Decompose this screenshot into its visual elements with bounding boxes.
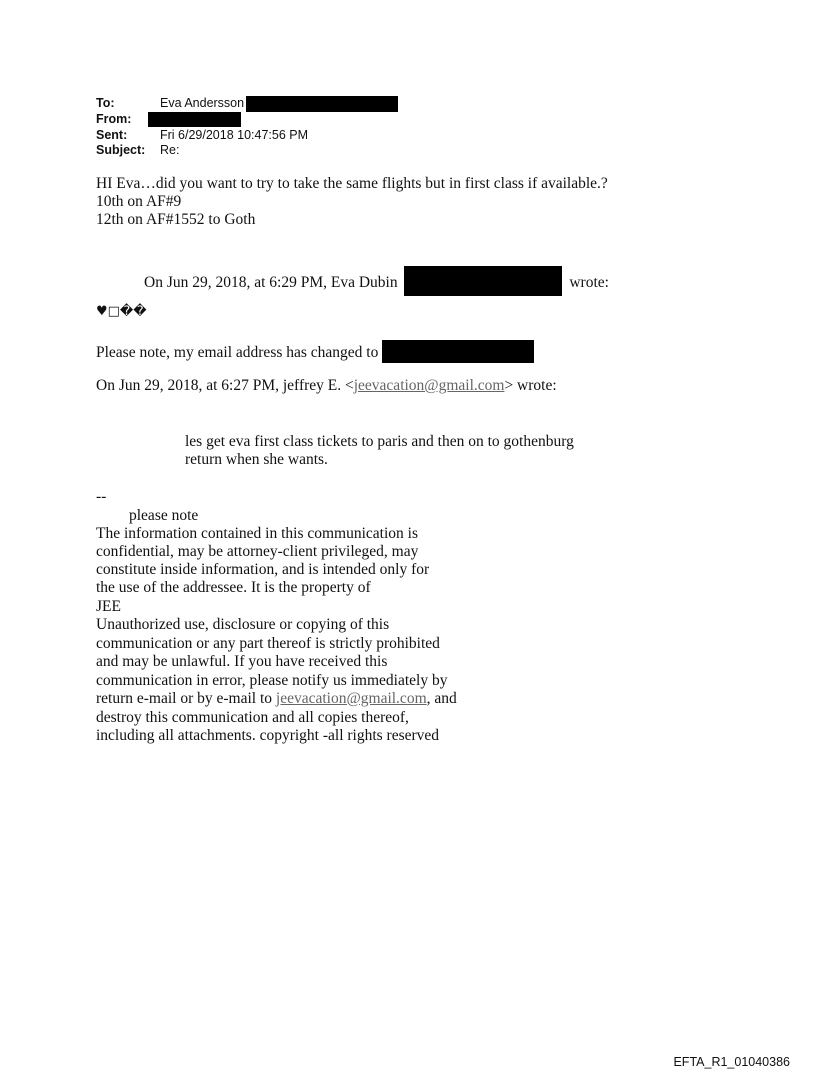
disclaimer-line-8: and may be unlawful. If you have received this (96, 653, 388, 670)
disclaimer-return-line (96, 689, 457, 708)
email-change-text: Please note, my email address has changed to (96, 344, 379, 361)
inner-line-2: return when she wants. (185, 451, 328, 468)
body-line-1: HI Eva…did you want to try to take the same flights but in first class if available.? (96, 175, 608, 192)
disclaimer-line-2: confidential, may be attorney-client privileged, may (96, 543, 419, 560)
quote1-suffix: wrote: (569, 274, 609, 291)
quote-header-1 (144, 266, 609, 296)
disclaimer-line-12: including all attachments. copyright -all rights reserved (96, 727, 440, 744)
sent-value: Fri 6/29/2018 10:47:56 PM (160, 127, 309, 142)
return-suffix: , and (426, 690, 457, 707)
body-line-2: 10th on AF#9 (96, 193, 182, 210)
subject-label: Subject: (96, 143, 146, 157)
body-line-3: 12th on AF#1552 to Goth (96, 211, 256, 228)
subject-value: Re: (160, 143, 180, 157)
disclaimer-line-3: constitute inside information, and is intended only for (96, 561, 430, 578)
email-header (96, 96, 398, 159)
disclaimer-line-4: the use of the addressee. It is the property of (96, 579, 371, 596)
redaction-eva-email (404, 266, 562, 296)
disclaimer-line-9: communication in error, please notify us immediately by (96, 672, 448, 689)
jeevacation-email-link[interactable]: jeevacation@gmail.com (353, 377, 505, 394)
sent-label: Sent: (96, 127, 128, 142)
return-prefix: return e-mail or by e-mail to (96, 690, 276, 707)
redaction-to (246, 96, 398, 112)
disclaimer-email-link[interactable]: jeevacation@gmail.com (275, 690, 427, 707)
from-label: From: (96, 112, 132, 126)
from-row (96, 112, 398, 128)
document-id: EFTA_R1_01040386 (673, 1055, 790, 1069)
email-change-line (96, 340, 534, 363)
inner-line-1: les get eva first class tickets to paris and then on to gothenburg (185, 433, 574, 450)
to-value: Eva Andersson (160, 96, 245, 110)
quote2-suffix: > wrote: (504, 377, 557, 394)
symbols-line: ♥□�� (96, 304, 147, 319)
sent-row (96, 128, 398, 144)
please-note: please note (129, 507, 199, 524)
disclaimer-line-5: JEE (96, 598, 121, 615)
disclaimer-line-11: destroy this communication and all copies thereof, (96, 709, 409, 726)
quote1-prefix: On Jun 29, 2018, at 6:29 PM, Eva Dubin (144, 274, 398, 291)
disclaimer-line-6: Unauthorized use, disclosure or copying of this (96, 616, 390, 633)
signature-dashes: -- (96, 488, 107, 505)
quote2-prefix: On Jun 29, 2018, at 6:27 PM, jeffrey E. < (96, 377, 354, 394)
to-row (96, 96, 398, 112)
disclaimer-line-1: The information contained in this communication is (96, 525, 418, 542)
redaction-from (148, 112, 241, 127)
to-label: To: (96, 96, 115, 110)
disclaimer-line-7: communication or any part thereof is strictly prohibited (96, 635, 440, 652)
redaction-new-email (382, 340, 534, 363)
quote-header-2 (96, 376, 557, 395)
subject-row (96, 143, 398, 159)
